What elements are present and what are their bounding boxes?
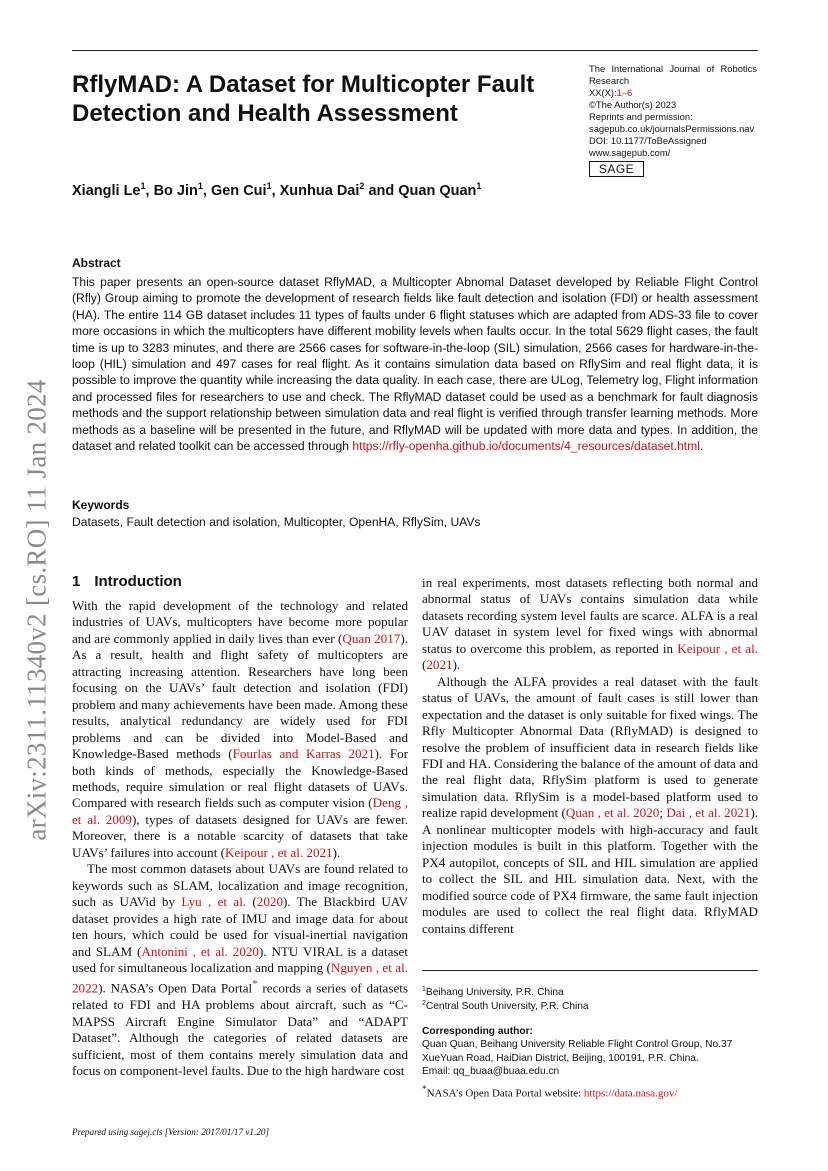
author-name: Xiangli Le [72,183,141,199]
author-name: Quan Quan [398,183,477,199]
citation-link[interactable]: Quan 2017 [342,630,401,646]
body-text: ). [332,844,341,860]
body-text: ). For both kinds of methods, especially the Knowledge-Based methods, require simulation or real flight datasets of UAVs. Compared with research fields such as computer vision ( [72,746,409,811]
body-text: Although the ALFA provides a real dataset with the fault status of UAVs, the amount of fault cases is still lower than expectation and the dataset is only suitable for fixed wings. The Rfly Multicopter Abnormal Data (RflyMAD) is designed to resolve the problem of insufficient data in research fields like FDI and HA. Considering the balance of the amount of data and the real flight data, RflySim platform is used to generate simulation data. RflySim is a model-based platform used to realize rapid development ( [422,673,758,821]
citation-link[interactable]: Antonini , et al. 2020 [141,943,259,959]
body-text: With the rapid development of the technology and related industries of UAVs, multicopters have become more popular and are commonly applied in daily lives than ever ( [72,598,408,646]
doi: DOI: 10.1177/ToBeAssigned [589,135,707,146]
affiliation-item: $^1$Beihang University, P.R. China [422,986,564,998]
citation-link[interactable]: Lyu , et al. [181,894,247,910]
dataset-link[interactable]: https://rfly-openha.github.io/documents/4_resources/dataset.html [352,439,700,454]
section-title: Introduction [94,573,182,590]
body-text: ). As a result, health and flight safety of multicopters are attracting increasing attention. Researchers have long been focusing on the UAVs’ fault detection and isolation (FDI) problem and many achievements have been made. Among these results, analytical redundancy are widely used for FDI problems and can be divided into Model-Based and Knowledge-Based methods ( [72,630,408,762]
volume-pages: XX(X):1–6 [589,87,633,98]
publisher-website: www.sagepub.com/ [589,147,671,158]
corresponding-label: Corresponding author: [422,1026,533,1037]
citation-link[interactable]: 2020 [256,894,283,910]
abstract-body: This paper presents an open-source dataset RflyMAD, a Multicopter Abnomal Dataset developed by Reliable Flight Control (Rfly) Group aiming to promote the development of research fields like fault detection and isolation (FDI) or health assessment (HA). The entire 114 GB dataset includes 11 types of faults under 6 flight statuses which are adapted from ADS-33 file to cover more occasions in which the multicopters have different mobility levels when faults occur. In the total 5629 flight cases, the fault time is up to 3283 minutes, and there are 2566 cases for software-in-the-loop (SIL) simulation, 2566 cases for hardware-in-the-loop (HIL) simulation and 497 cases for real flight. As it contains simulation data based on RflySim and real flight data, it is possible to improve the quantity while increasing the data quality. In each case, there are ULog, Telemetry log, Flight information and processed files for researchers to use and check. The RflyMAD dataset could be used as a benchmark for fault diagnosis methods and the support relationship between simulation data and real flight is verified through transfer learning methods. More methods as a baseline will be presented in the future, and RflyMAD will be updated with more data and types. In addition, the dataset and related toolkit can be accessed through https://rfly-openha.github.io/documents/4_resources/dataset.html. [72,275,758,454]
journal-info [589,63,757,159]
copyright: ©The Author(s) 2023 [589,99,677,110]
right-column [422,575,758,937]
intro-paragraph-4 [422,674,758,937]
author-name: Gen Cui [210,183,267,199]
citation-link[interactable]: Keipour , et al. 2021 [224,844,333,860]
header-rule [72,50,758,51]
author-name: Xunhua Dai [279,183,360,199]
permissions-url: sagepub.co.uk/journalsPermissions.nav [589,123,755,134]
sage-logo: SAGE [589,161,644,177]
citation-link[interactable]: 2021 [426,657,453,673]
body-text: ). NTU VIRAL is a dataset used for simultaneous localization and mapping ( [72,943,408,975]
body-text: ), types of datasets designed for UAVs are fewer. Moreover, there is a notable scarcity of datasets that take UAVs’ failures into account ( [72,811,408,860]
intro-paragraph-3 [422,575,758,674]
abstract-heading: Abstract [72,256,121,270]
nasa-footnote [422,1084,677,1100]
citation-link[interactable]: Quan , et al. 2020 [565,805,660,821]
footnote-text: NASA’s Open Data Portal website: [426,1087,584,1100]
keywords-heading: Keywords [72,498,130,512]
arxiv-identifier-stamp [22,365,52,855]
reprints-label: Reprints and permission: [589,111,693,122]
keywords-list: Datasets, Fault detection and isolation, Multicopter, OpenHA, RflySim, UAVs [72,515,481,529]
body-text: ). NASA’s Open Data Portal [98,980,253,996]
body-text: in real experiments, most datasets reflecting both normal and abnormal status of UAVs contains simulation data while datasets recording system level faults are scarce. ALFA is a real UAV dataset in system level for fixed wings with abnormal status to overcome this problem, as reported in [422,575,758,656]
intro-paragraph-1 [72,598,408,861]
body-text: ). The Blackbird UAV dataset provides a high rate of IMU and image data for about ten hours, which could be used for visual-inertial navigation and SLAM ( [72,894,408,959]
body-text: ). [452,657,461,673]
footnote-rule [422,970,758,971]
author-affiliation-mark: 1 [266,181,272,191]
page-range-link[interactable]: 1–6 [616,87,633,98]
citation-link[interactable]: Dai , et al. 2021 [666,805,751,821]
body-text: ( [422,657,427,673]
citation-link[interactable]: Deng , et al. 2009 [72,795,408,827]
body-text: ). A nonlinear multicopter models with high-accuracy and fault injection modules is built in this platform. Together with the PX4 autopilot, concepts of SIL and HIL simulation are applied to collect the SIL and HIL simulation data. Next, with the modified source code of PX4 firmware, the same fault injection modules are used to collect the real flight data. RflyMAD contains different [422,805,758,936]
left-column [72,598,408,1080]
body-text: ( [246,894,257,910]
corresponding-author [422,1025,758,1078]
footnote-mark: * [422,1084,427,1094]
author-affiliation-mark: 1 [197,181,203,191]
citation-link[interactable]: * [252,978,258,991]
corresponding-address: Quan Quan, Beihang University Reliable Flight Control Group, No.37 XueYuan Road, HaiDian District, Beijing, 100191, P.R. China. [422,1039,733,1064]
author-name: Bo Jin [153,183,198,199]
citation-link[interactable]: Nguyen , et al. 2022 [72,959,408,996]
author-affiliation-mark: 1 [476,181,482,191]
body-text: The most common datasets about UAVs are found related to keywords such as SLAM, localization and image recognition, such as UAVid by [72,861,408,910]
body-text: ; [659,805,667,821]
author-list: Xiangli Le$^1$, Bo Jin$^1$, Gen Cui$^1$, Xunhua Dai$^2$ and Quan Quan$^1$ [72,181,482,199]
body-text: records a series of datasets related to FDI and HA problems about aircraft, such as “C-MAPSS Aircraft Engine Simulator Data” and “ADAPT Dataset”. Although the categories of related datasets are sufficient, most of them contains merely simulation data and focus on component-level faults. Due to the high hardware cost [72,980,408,1079]
affiliation-item: $^2$Central South University, P.R. China [422,999,589,1012]
arxiv-id: arXiv:2311.11340v2 [cs.RO] 11 Jan 2024 [21,379,52,841]
page-footer: Prepared using sagej.cls [Version: 2017/01/17 v1.20] [72,1127,270,1137]
author-affiliation-mark: 2 [359,181,365,191]
author-affiliation-mark: 1 [140,181,146,191]
intro-paragraph-2 [72,861,408,1079]
section-number: 1 [72,573,81,590]
journal-name: The International Journal of Robotics Research [589,63,757,86]
affiliations [422,986,589,1013]
corresponding-email: Email: qq_buaa@buaa.edu.cn [422,1065,560,1077]
section-heading [72,573,182,590]
nasa-portal-link[interactable]: https://data.nasa.gov/ [583,1087,678,1100]
citation-link[interactable]: Keipour , et al. [677,640,758,656]
paper-title: RflyMAD: A Dataset for Multicopter Fault Detection and Health Assessment [72,71,535,127]
citation-link[interactable]: Fourlas and Karras 2021 [232,746,375,762]
